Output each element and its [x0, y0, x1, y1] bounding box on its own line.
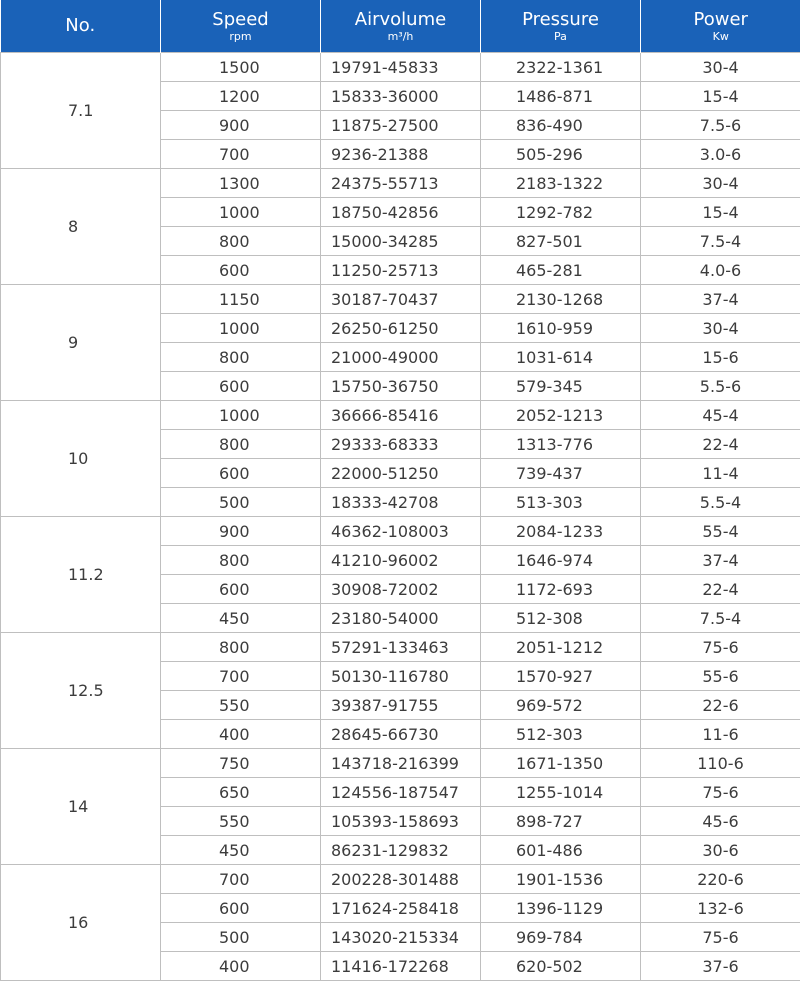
power-cell: 45-4 [641, 401, 800, 430]
airvolume-cell: 105393-158693 [321, 807, 481, 836]
speed-cell: 800 [161, 633, 321, 662]
airvolume-cell: 29333-68333 [321, 430, 481, 459]
speed-cell: 450 [161, 836, 321, 865]
header-pressure [481, 0, 641, 53]
header-power [641, 0, 800, 53]
pressure-cell: 1255-1014 [481, 778, 641, 807]
table-header [1, 0, 800, 53]
table-row [1, 53, 800, 82]
pressure-cell: 512-308 [481, 604, 641, 633]
model-number-cell: 16 [1, 865, 161, 981]
model-number-cell: 10 [1, 401, 161, 517]
header-airvolume [321, 0, 481, 53]
header-no [1, 0, 161, 53]
pressure-cell: 969-784 [481, 923, 641, 952]
pressure-cell: 1570-927 [481, 662, 641, 691]
airvolume-cell: 26250-61250 [321, 314, 481, 343]
pressure-cell: 620-502 [481, 952, 641, 981]
speed-cell: 600 [161, 894, 321, 923]
model-number-cell: 7.1 [1, 53, 161, 169]
airvolume-cell: 11250-25713 [321, 256, 481, 285]
table-row [1, 401, 800, 430]
speed-cell: 750 [161, 749, 321, 778]
airvolume-cell: 23180-54000 [321, 604, 481, 633]
pressure-cell: 2051-1212 [481, 633, 641, 662]
speed-cell: 700 [161, 865, 321, 894]
header-title: Pressure [522, 8, 599, 30]
speed-cell: 400 [161, 720, 321, 749]
speed-cell: 800 [161, 343, 321, 372]
pressure-cell: 1031-614 [481, 343, 641, 372]
power-cell: 37-4 [641, 546, 800, 575]
speed-cell: 1300 [161, 169, 321, 198]
model-number-cell: 9 [1, 285, 161, 401]
speed-cell: 700 [161, 662, 321, 691]
airvolume-cell: 15833-36000 [321, 82, 481, 111]
pressure-cell: 512-303 [481, 720, 641, 749]
airvolume-cell: 22000-51250 [321, 459, 481, 488]
power-cell: 132-6 [641, 894, 800, 923]
speed-cell: 800 [161, 546, 321, 575]
speed-cell: 600 [161, 459, 321, 488]
airvolume-cell: 24375-55713 [321, 169, 481, 198]
speed-cell: 1200 [161, 82, 321, 111]
speed-cell: 600 [161, 575, 321, 604]
airvolume-cell: 50130-116780 [321, 662, 481, 691]
power-cell: 30-4 [641, 314, 800, 343]
power-cell: 5.5-4 [641, 488, 800, 517]
airvolume-cell: 86231-129832 [321, 836, 481, 865]
pressure-cell: 969-572 [481, 691, 641, 720]
power-cell: 15-4 [641, 82, 800, 111]
power-cell: 30-4 [641, 53, 800, 82]
speed-cell: 500 [161, 923, 321, 952]
speed-cell: 800 [161, 227, 321, 256]
airvolume-cell: 18333-42708 [321, 488, 481, 517]
pressure-cell: 2130-1268 [481, 285, 641, 314]
airvolume-cell: 30187-70437 [321, 285, 481, 314]
power-cell: 11-6 [641, 720, 800, 749]
table-body [1, 53, 800, 981]
speed-cell: 500 [161, 488, 321, 517]
pressure-cell: 898-727 [481, 807, 641, 836]
speed-cell: 1000 [161, 198, 321, 227]
pressure-cell: 2052-1213 [481, 401, 641, 430]
power-cell: 15-4 [641, 198, 800, 227]
speed-cell: 550 [161, 807, 321, 836]
airvolume-cell: 124556-187547 [321, 778, 481, 807]
speed-cell: 900 [161, 111, 321, 140]
pressure-cell: 513-303 [481, 488, 641, 517]
pressure-cell: 827-501 [481, 227, 641, 256]
table-row [1, 285, 800, 314]
power-cell: 3.0-6 [641, 140, 800, 169]
header-title: Airvolume [354, 8, 447, 30]
airvolume-cell: 9236-21388 [321, 140, 481, 169]
pressure-cell: 1396-1129 [481, 894, 641, 923]
power-cell: 30-6 [641, 836, 800, 865]
pressure-cell: 601-486 [481, 836, 641, 865]
power-cell: 55-4 [641, 517, 800, 546]
airvolume-cell: 36666-85416 [321, 401, 481, 430]
power-cell: 7.5-4 [641, 227, 800, 256]
power-cell: 37-4 [641, 285, 800, 314]
speed-cell: 650 [161, 778, 321, 807]
speed-cell: 1000 [161, 401, 321, 430]
header-unit: Kw [712, 29, 729, 43]
airvolume-cell: 28645-66730 [321, 720, 481, 749]
airvolume-cell: 15750-36750 [321, 372, 481, 401]
pressure-cell: 1671-1350 [481, 749, 641, 778]
power-cell: 37-6 [641, 952, 800, 981]
power-cell: 11-4 [641, 459, 800, 488]
airvolume-cell: 21000-49000 [321, 343, 481, 372]
speed-cell: 1000 [161, 314, 321, 343]
airvolume-cell: 200228-301488 [321, 865, 481, 894]
pressure-cell: 579-345 [481, 372, 641, 401]
model-number-cell: 8 [1, 169, 161, 285]
speed-cell: 550 [161, 691, 321, 720]
pressure-cell: 1292-782 [481, 198, 641, 227]
speed-cell: 600 [161, 372, 321, 401]
airvolume-cell: 143020-215334 [321, 923, 481, 952]
airvolume-cell: 30908-72002 [321, 575, 481, 604]
header-row [1, 0, 800, 53]
table-row [1, 169, 800, 198]
power-cell: 4.0-6 [641, 256, 800, 285]
table-row [1, 865, 800, 894]
airvolume-cell: 41210-96002 [321, 546, 481, 575]
speed-cell: 900 [161, 517, 321, 546]
power-cell: 22-4 [641, 430, 800, 459]
pressure-cell: 2084-1233 [481, 517, 641, 546]
header-title: Power [693, 8, 748, 30]
pressure-cell: 1172-693 [481, 575, 641, 604]
pressure-cell: 2183-1322 [481, 169, 641, 198]
pressure-cell: 836-490 [481, 111, 641, 140]
speed-cell: 400 [161, 952, 321, 981]
power-cell: 15-6 [641, 343, 800, 372]
table-row [1, 749, 800, 778]
header-title: No. [65, 15, 96, 36]
header-speed [161, 0, 321, 53]
speed-cell: 1500 [161, 53, 321, 82]
header-unit: m³/h [387, 29, 414, 43]
pressure-cell: 1313-776 [481, 430, 641, 459]
airvolume-cell: 11416-172268 [321, 952, 481, 981]
airvolume-cell: 46362-108003 [321, 517, 481, 546]
power-cell: 110-6 [641, 749, 800, 778]
table-row [1, 633, 800, 662]
airvolume-cell: 15000-34285 [321, 227, 481, 256]
speed-cell: 800 [161, 430, 321, 459]
pressure-cell: 739-437 [481, 459, 641, 488]
power-cell: 30-4 [641, 169, 800, 198]
power-cell: 75-6 [641, 778, 800, 807]
table-row [1, 517, 800, 546]
pressure-cell: 1610-959 [481, 314, 641, 343]
model-number-cell: 12.5 [1, 633, 161, 749]
speed-cell: 700 [161, 140, 321, 169]
model-number-cell: 11.2 [1, 517, 161, 633]
power-cell: 22-6 [641, 691, 800, 720]
pressure-cell: 1486-871 [481, 82, 641, 111]
header-unit: Pa [554, 29, 567, 43]
header-title: Speed [212, 8, 269, 30]
model-number-cell: 14 [1, 749, 161, 865]
pressure-cell: 505-296 [481, 140, 641, 169]
power-cell: 220-6 [641, 865, 800, 894]
pressure-cell: 465-281 [481, 256, 641, 285]
power-cell: 22-4 [641, 575, 800, 604]
power-cell: 75-6 [641, 633, 800, 662]
airvolume-cell: 57291-133463 [321, 633, 481, 662]
airvolume-cell: 39387-91755 [321, 691, 481, 720]
airvolume-cell: 19791-45833 [321, 53, 481, 82]
power-cell: 55-6 [641, 662, 800, 691]
pressure-cell: 2322-1361 [481, 53, 641, 82]
speed-cell: 600 [161, 256, 321, 285]
speed-cell: 1150 [161, 285, 321, 314]
header-unit: rpm [229, 29, 252, 43]
speed-cell: 450 [161, 604, 321, 633]
pressure-cell: 1901-1536 [481, 865, 641, 894]
airvolume-cell: 11875-27500 [321, 111, 481, 140]
power-cell: 7.5-4 [641, 604, 800, 633]
power-cell: 75-6 [641, 923, 800, 952]
airvolume-cell: 18750-42856 [321, 198, 481, 227]
airvolume-cell: 171624-258418 [321, 894, 481, 923]
power-cell: 7.5-6 [641, 111, 800, 140]
power-cell: 45-6 [641, 807, 800, 836]
pressure-cell: 1646-974 [481, 546, 641, 575]
airvolume-cell: 143718-216399 [321, 749, 481, 778]
power-cell: 5.5-6 [641, 372, 800, 401]
